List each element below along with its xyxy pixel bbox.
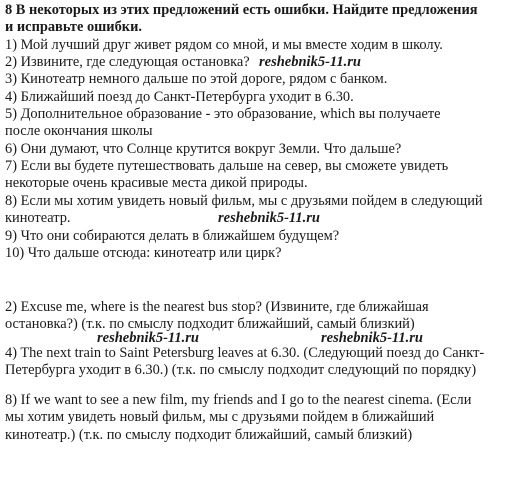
sentence-6: 6) Они думают, что Солнце крутится вокруг Земли. Что дальше? xyxy=(5,141,402,157)
task-heading-line-2: и исправьте ошибки. xyxy=(5,19,142,35)
watermark-3: reshebnik5-11.ru xyxy=(97,330,199,346)
sentence-10: 10) Что дальше отсюда: кинотеатр или цирк? xyxy=(5,245,282,261)
sentence-2: 2) Извините, где следующая остановка? xyxy=(5,54,250,70)
answer-8-line-1: 8) If we want to see a new film, my friends and I go to the nearest cinema. (Если xyxy=(5,392,472,408)
answer-8-line-2: мы хотим увидеть новый фильм, мы с друзьями пойдем в ближайший xyxy=(5,409,435,425)
answer-8-line-3: кинотеатр.) (т.к. по смыслу подходит ближайший, самый близкий) xyxy=(5,427,413,443)
sentence-8-line-2: кинотеатр. xyxy=(5,210,71,226)
answer-4-line-1: 4) The next train to Saint Petersburg leaves at 6.30. (Следующий поезд до Санкт- xyxy=(5,345,485,361)
sentence-1: 1) Мой лучший друг живет рядом со мной, и мы вместе ходим в школу. xyxy=(5,37,443,53)
answer-4-line-2: Петербурга уходит в 6.30.) (т.к. по смыслу подходит следующий по порядку) xyxy=(5,362,477,378)
sentence-5-line-2: после окончания школы xyxy=(5,123,153,139)
sentence-5-line-1: 5) Дополнительное образование - это образование, which вы получаете xyxy=(5,106,441,122)
sentence-4: 4) Ближайший поезд до Санкт-Петербурга уходит в 6.30. xyxy=(5,89,354,105)
watermark-2: reshebnik5-11.ru xyxy=(218,210,320,226)
answer-2-line-2: остановка?) (т.к. по смыслу подходит ближайший, самый близкий) xyxy=(5,316,415,332)
sentence-7-line-2: некоторые очень красивые места дикой природы. xyxy=(5,175,308,191)
sentence-7-line-1: 7) Если вы будете путешествовать дальше на север, вы сможете увидеть xyxy=(5,158,449,174)
watermark-4: reshebnik5-11.ru xyxy=(321,330,423,346)
task-heading-line-1: 8 В некоторых из этих предложений есть ошибки. Найдите предложения xyxy=(5,2,478,18)
watermark-1: reshebnik5-11.ru xyxy=(259,54,361,70)
sentence-9: 9) Что они собираются делать в ближайшем будущем? xyxy=(5,228,340,244)
sentence-3: 3) Кинотеатр немного дальше по этой дороге, рядом с банком. xyxy=(5,71,388,87)
sentence-8-line-1: 8) Если мы хотим увидеть новый фильм, мы с друзьями пойдем в следующий xyxy=(5,193,483,209)
answer-2-line-1: 2) Excuse me, where is the nearest bus stop? (Извините, где ближайшая xyxy=(5,299,429,315)
